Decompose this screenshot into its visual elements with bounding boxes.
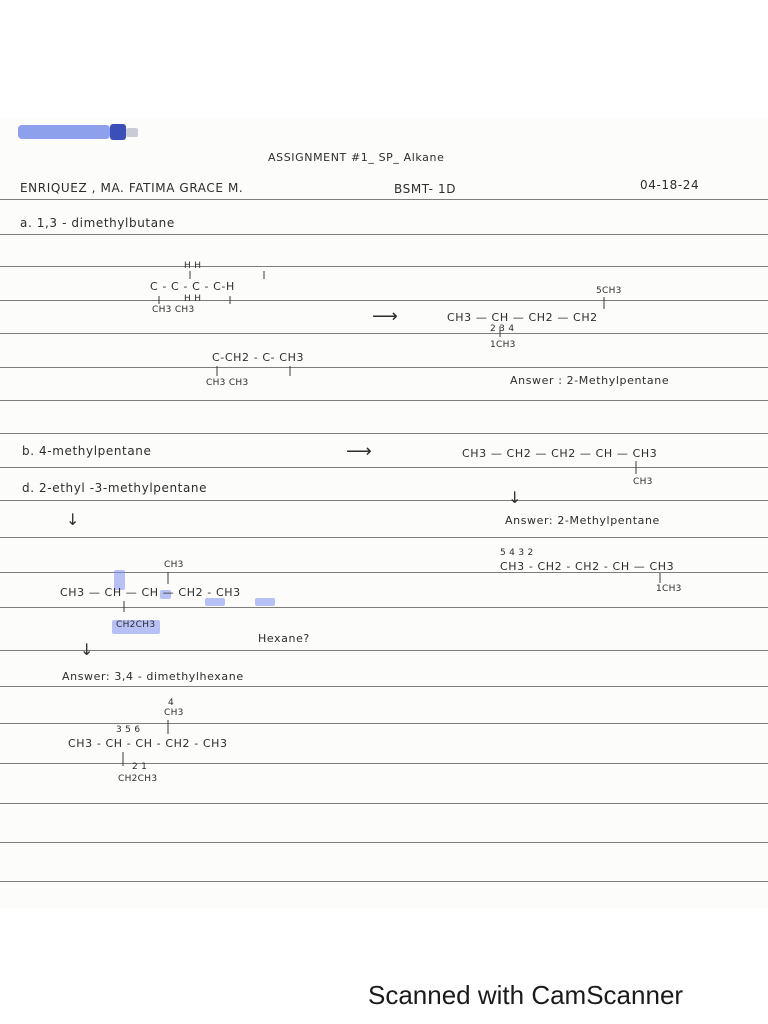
chain-b: CH3 — CH2 — CH2 — CH — CH3	[462, 447, 658, 460]
result-a-main: CH3 — CH — CH2 — CH2	[447, 311, 598, 324]
structure-a1-main: C - C - C - C-H	[150, 280, 235, 293]
result-a-top: 5CH3	[596, 286, 622, 296]
result-a-numbers: 2 3 4	[490, 324, 515, 334]
assignment-title: ASSIGNMENT #1_ SP_ Alkane	[268, 151, 445, 164]
arrow-b: ⟶	[346, 441, 373, 462]
camscanner-watermark: Scanned with CamScanner	[368, 980, 684, 1010]
problem-d-label: d. 2-ethyl -3-methylpentane	[22, 481, 208, 495]
renumbered-b-sub: 1CH3	[656, 584, 682, 594]
structure-a2-main: C-CH2 - C- CH3	[212, 351, 305, 364]
problem-b-label: b. 4-methylpentane	[22, 444, 152, 458]
final-d-top-number: 4	[168, 698, 175, 708]
final-d-numbers: 3 5 6	[116, 725, 141, 735]
student-section: BSMT- 1D	[394, 182, 457, 196]
final-d-sub: CH2CH3	[118, 774, 158, 784]
down-arrow-d2: ↓	[80, 640, 95, 659]
result-a-sub: 1CH3	[490, 340, 516, 350]
final-d-main: CH3 - CH - CH - CH2 - CH3	[68, 737, 228, 750]
structure-d-main: CH3 — CH — CH — CH2 - CH3	[60, 586, 241, 599]
answer-a: Answer : 2-Methylpentane	[510, 374, 670, 387]
final-d-sub-numbers: 2 1	[132, 762, 148, 772]
assignment-date: 04-18-24	[640, 178, 700, 192]
structure-a1-bottom-h: H H	[184, 294, 202, 304]
structure-a1-top-h: H H	[184, 261, 202, 271]
renumbered-b-numbers: 5 4 3 2	[500, 548, 534, 558]
student-name: ENRIQUEZ , MA. FATIMA GRACE M.	[20, 181, 244, 195]
structure-a2-sub: CH3 CH3	[206, 378, 249, 388]
answer-d: Answer: 3,4 - dimethylhexane	[62, 670, 244, 683]
arrow-a: ⟶	[372, 306, 399, 327]
final-d-top: CH3	[164, 708, 184, 718]
chain-b-sub: CH3	[633, 477, 653, 487]
down-arrow-b: ↓	[508, 488, 523, 507]
structure-a1-sub: CH3 CH3	[152, 305, 195, 315]
structure-d-sub: CH2CH3	[116, 620, 156, 630]
answer-b: Answer: 2-Methylpentane	[505, 514, 660, 527]
hexane-note: Hexane?	[258, 632, 310, 645]
structure-d-top: CH3	[164, 560, 184, 570]
down-arrow-d: ↓	[66, 510, 81, 529]
problem-a-label: a. 1,3 - dimethylbutane	[20, 216, 175, 230]
renumbered-b-main: CH3 - CH2 - CH2 - CH — CH3	[500, 560, 675, 573]
